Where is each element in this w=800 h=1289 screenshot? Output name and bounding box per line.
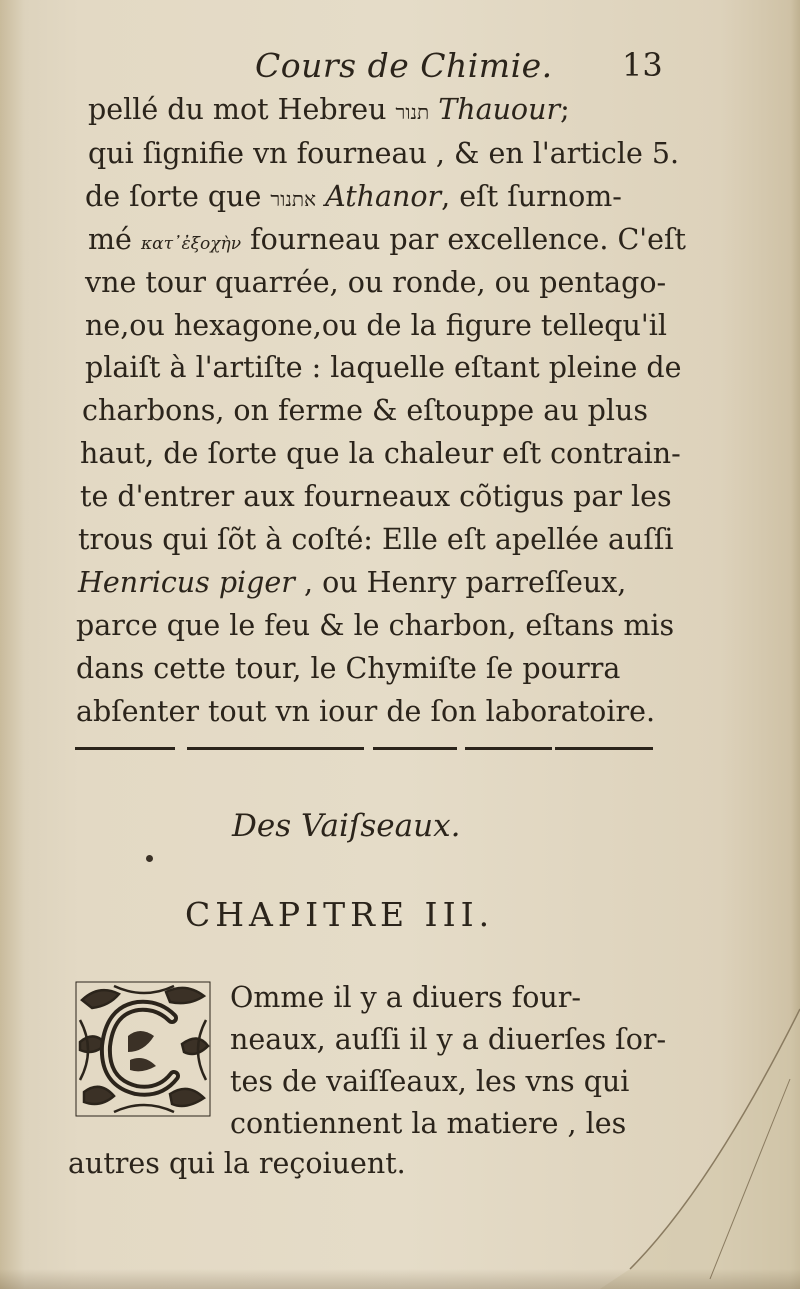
page-fold-corner — [600, 989, 800, 1289]
body-line: dans cette tour, le Chymiſte ſe pourra — [76, 652, 621, 685]
chapter-line: tes de vaiſſeaux, les vns qui — [230, 1065, 630, 1098]
body-line: Henricus piger , ou Henry parreſſeux, — [78, 566, 627, 599]
divider-segment — [75, 747, 175, 750]
body-line: mé κατ᾽ἐξοχὴν fourneau par excellence. C'eſt — [88, 223, 686, 256]
running-title: Cours de Chimie. — [255, 46, 553, 85]
divider-segment — [555, 747, 653, 750]
body-line: parce que le feu & le charbon, eſtans mis — [76, 609, 675, 642]
section-title: Des Vaiſseaux. — [232, 808, 461, 844]
body-line: trous qui ſõt à coſté: Elle eſt apellée auſſi — [78, 523, 674, 556]
page-header — [0, 42, 800, 92]
chapter-line: contiennent la matiere , les — [230, 1107, 627, 1140]
body-line: haut, de ſorte que la chaleur eſt contrain- — [80, 437, 681, 470]
body-line: de ſorte que אתנור Athanor, eſt ſurnom- — [85, 180, 622, 213]
body-line: ne,ou hexagone,ou de la figure tellequ'il — [85, 309, 667, 342]
body-line: charbons, on ferme & eſtouppe au plus — [82, 394, 648, 427]
body-line: qui ſignifie vn fourneau , & en l'article 5. — [88, 137, 680, 170]
body-line: vne tour quarrée, ou ronde, ou pentago- — [85, 266, 667, 299]
divider-segment — [373, 747, 457, 750]
ink-dot — [146, 855, 153, 862]
body-line: plaiſt à l'artiſte : laquelle eſtant pleine de — [85, 351, 682, 384]
chapter-line: Omme il y a diuers four- — [230, 981, 582, 1014]
body-line: abſenter tout vn iour de ſon laboratoire. — [76, 695, 656, 728]
body-line: pellé du mot Hebreu תנור Thauour; — [88, 93, 570, 126]
chapter-line: autres qui la reçoiuent. — [68, 1147, 406, 1180]
section-divider — [75, 744, 660, 756]
chapter-line: neaux, auſſi il y a diuerſes ſor- — [230, 1023, 667, 1056]
divider-segment — [465, 747, 552, 750]
decorated-initial — [74, 980, 212, 1118]
divider-segment — [187, 747, 282, 750]
chapter-title: CHAPITRE III. — [185, 895, 495, 934]
page-number: 13 — [622, 46, 663, 84]
body-line: te d'entrer aux fourneaux cõtigus par les — [80, 480, 672, 513]
divider-segment — [278, 747, 364, 750]
foliage-ornament-icon — [74, 980, 212, 1118]
